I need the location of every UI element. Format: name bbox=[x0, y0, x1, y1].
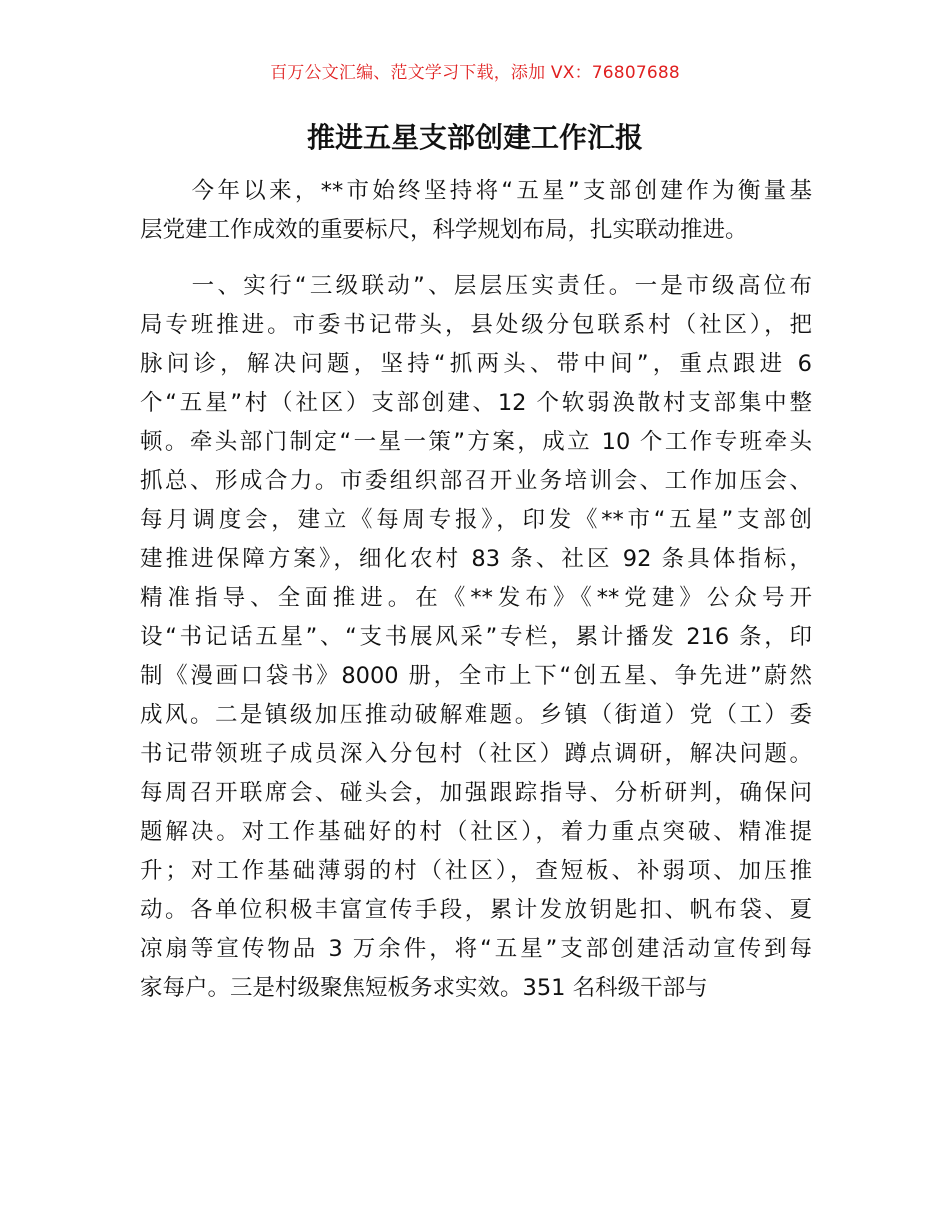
paragraph-line: 层党建工作成效的重要标尺，科学规划布局，扎实联动推进。 bbox=[140, 217, 748, 243]
paragraph-line: 制《漫画口袋书》8000 册，全市上下“创五星、争先进”蔚然 bbox=[140, 663, 812, 689]
paragraph-line: 脉问诊，解决问题，坚持“抓两头、带中间”，重点跟进 6 bbox=[140, 351, 812, 377]
paragraph-line: 顿。牵头部门制定“一星一策”方案，成立 10 个工作专班牵头 bbox=[140, 429, 812, 455]
paragraph-section-one bbox=[140, 267, 812, 1008]
paragraph-line: 每月调度会，建立《每周专报》，印发《**市“五星”支部创 bbox=[140, 507, 812, 533]
paragraph-line: 书记带领班子成员深入分包村（社区）蹲点调研，解决问题。 bbox=[140, 741, 812, 767]
paragraph-line: 个“五星”村（社区）支部创建、12 个软弱涣散村支部集中整 bbox=[140, 390, 812, 416]
paragraph-line: 动。各单位积极丰富宣传手段，累计发放钥匙扣、帆布袋、夏 bbox=[140, 897, 812, 923]
paragraph-line: 设“书记话五星”、“支书展风采”专栏，累计播发 216 条，印 bbox=[140, 624, 812, 650]
paragraph-intro bbox=[140, 172, 812, 250]
paragraph-line: 精准指导、全面推进。在《**发布》《**党建》公众号开 bbox=[140, 585, 812, 611]
paragraph-line: 局专班推进。市委书记带头，县处级分包联系村（社区），把 bbox=[140, 312, 812, 338]
paragraph-line: 升；对工作基础薄弱的村（社区），查短板、补弱项、加压推 bbox=[140, 858, 812, 884]
paragraph-line: 成风。二是镇级加压推动破解难题。乡镇（街道）党（工）委 bbox=[140, 702, 812, 728]
paragraph-line: 每周召开联席会、碰头会，加强跟踪指导、分析研判，确保问 bbox=[140, 780, 812, 806]
paragraph-line: 建推进保障方案》，细化农村 83 条、社区 92 条具体指标， bbox=[140, 546, 812, 572]
paragraph-line: 抓总、形成合力。市委组织部召开业务培训会、工作加压会、 bbox=[140, 468, 812, 494]
paragraph-line: 一、实行“三级联动”、层层压实责任。一是市级高位布 bbox=[140, 273, 812, 299]
paragraph-line: 凉扇等宣传物品 3 万余件，将“五星”支部创建活动宣传到每 bbox=[140, 936, 812, 962]
paragraph-line: 今年以来，**市始终坚持将“五星”支部创建作为衡量基 bbox=[140, 178, 812, 204]
paragraph-line: 家每户。三是村级聚焦短板务求实效。351 名科级干部与 bbox=[140, 975, 708, 1001]
header-note: 百万公文汇编、范文学习下载，添加 VX：76807688 bbox=[270, 63, 680, 83]
document-title: 推进五星支部创建工作汇报 bbox=[306, 121, 643, 154]
paragraph-line: 题解决。对工作基础好的村（社区），着力重点突破、精准提 bbox=[140, 819, 812, 845]
